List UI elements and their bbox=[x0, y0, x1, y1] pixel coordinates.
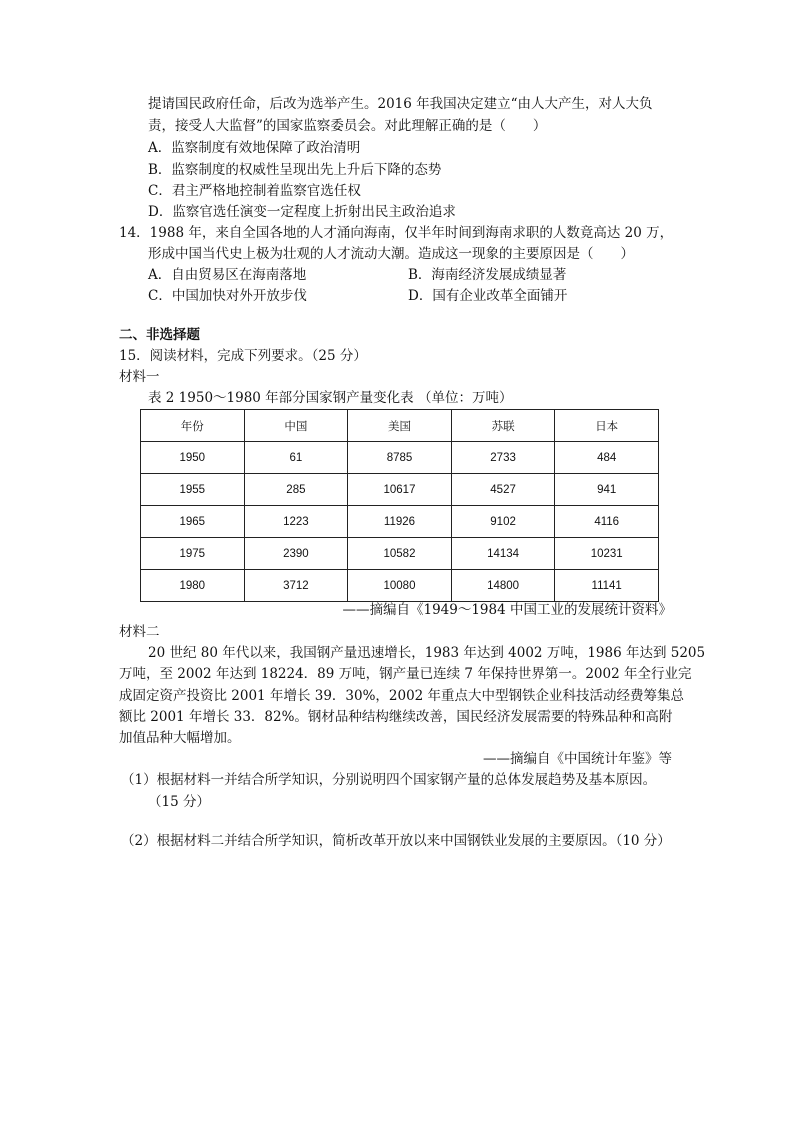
material-2-line-4: 额比 2001 年增长 33．82%。钢材品种结构继续改善，国民经济发展需要的特殊品种和高附 bbox=[119, 709, 673, 725]
header-china: 中国 bbox=[244, 410, 348, 442]
cell-china: 2390 bbox=[244, 538, 348, 570]
q13-option-a: A．监察制度有效地保障了政治清明 bbox=[148, 140, 361, 156]
sub-question-1-line-1: （1）根据材料一并结合所学知识，分别说明四个国家钢产量的总体发展趋势及基本原因。 bbox=[121, 772, 657, 788]
cell-usa: 8785 bbox=[348, 442, 452, 474]
cell-year: 1950 bbox=[141, 442, 245, 474]
sub-question-1-line-2: （15 分） bbox=[148, 794, 210, 810]
sub-question-2: （2）根据材料二并结合所学知识，简析改革开放以来中国钢铁业发展的主要原因。（10 分） bbox=[121, 833, 671, 849]
cell-usa: 10080 bbox=[348, 570, 452, 602]
steel-output-table bbox=[140, 409, 659, 602]
material-2-source: ——摘编自《中国统计年鉴》等 bbox=[483, 751, 672, 767]
section-heading: 二、非选择题 bbox=[119, 327, 200, 343]
cell-usa: 11926 bbox=[348, 506, 452, 538]
q14-stem-line-2: 形成中国当代史上极为壮观的人才流动大潮。造成这一现象的主要原因是（ ） bbox=[148, 246, 634, 262]
table-caption: 表 2 1950～1980 年部分国家钢产量变化表 （单位：万吨） bbox=[148, 390, 513, 406]
q14-stem-line-1: 14．1988 年，来自全国各地的人才涌向海南，仅半年时间到海南求职的人数竟高达 20 万， bbox=[119, 225, 674, 241]
cell-china: 61 bbox=[244, 442, 348, 474]
cell-year: 1975 bbox=[141, 538, 245, 570]
cell-japan: 10231 bbox=[555, 538, 659, 570]
cell-ussr: 14800 bbox=[451, 570, 555, 602]
table-row bbox=[141, 474, 659, 506]
q14-option-c: C．中国加快对外开放步伐 bbox=[148, 288, 307, 304]
table-row bbox=[141, 570, 659, 602]
cell-usa: 10582 bbox=[348, 538, 452, 570]
table-row bbox=[141, 538, 659, 570]
q13-option-c: C．君主严格地控制着监察官选任权 bbox=[148, 183, 361, 199]
cell-year: 1955 bbox=[141, 474, 245, 506]
material-2-line-2: 万吨，至 2002 年达到 18224．89 万吨，钢产量已连续 7 年保持世界第一。2002 年全行业完 bbox=[119, 666, 692, 682]
material-2-label: 材料二 bbox=[119, 624, 160, 640]
q13-stem-line-1: 提请国民政府任命，后改为选举产生。2016 年我国决定建立“由人大产生，对人大负 bbox=[148, 96, 653, 112]
header-usa: 美国 bbox=[348, 410, 452, 442]
table-source: ——摘编自《1949～1984 中国工业的发展统计资料》 bbox=[342, 602, 672, 618]
header-ussr: 苏联 bbox=[451, 410, 555, 442]
cell-japan: 11141 bbox=[555, 570, 659, 602]
table-row bbox=[141, 506, 659, 538]
material-2-line-5: 加值品种大幅增加。 bbox=[119, 730, 241, 746]
q14-option-d: D．国有企业改革全面铺开 bbox=[408, 288, 568, 304]
table-row bbox=[141, 442, 659, 474]
q14-option-a: A．自由贸易区在海南落地 bbox=[148, 267, 307, 283]
material-1-label: 材料一 bbox=[119, 369, 160, 385]
cell-china: 285 bbox=[244, 474, 348, 506]
cell-japan: 941 bbox=[555, 474, 659, 506]
cell-china: 1223 bbox=[244, 506, 348, 538]
header-year: 年份 bbox=[141, 410, 245, 442]
cell-china: 3712 bbox=[244, 570, 348, 602]
material-2-line-1: 20 世纪 80 年代以来，我国钢产量迅速增长，1983 年达到 4002 万吨，1986 年达到 5205 bbox=[148, 645, 706, 661]
cell-japan: 484 bbox=[555, 442, 659, 474]
cell-ussr: 2733 bbox=[451, 442, 555, 474]
cell-ussr: 4527 bbox=[451, 474, 555, 506]
q14-option-b: B．海南经济发展成绩显著 bbox=[408, 267, 567, 283]
cell-ussr: 14134 bbox=[451, 538, 555, 570]
material-2-line-3: 成固定资产投资比 2001 年增长 39．30%，2002 年重点大中型钢铁企业科技活动经费筹集总 bbox=[119, 688, 685, 704]
header-japan: 日本 bbox=[555, 410, 659, 442]
cell-year: 1980 bbox=[141, 570, 245, 602]
q13-option-b: B．监察制度的权威性呈现出先上升后下降的态势 bbox=[148, 162, 442, 178]
table-header-row bbox=[141, 410, 659, 442]
cell-ussr: 9102 bbox=[451, 506, 555, 538]
cell-year: 1965 bbox=[141, 506, 245, 538]
q13-option-d: D．监察官选任演变一定程度上折射出民主政治追求 bbox=[148, 204, 456, 220]
cell-japan: 4116 bbox=[555, 506, 659, 538]
q15-intro: 15．阅读材料，完成下列要求。（25 分） bbox=[119, 348, 367, 364]
q13-stem-line-2: 责，接受人大监督”的国家监察委员会。对此理解正确的是（ ） bbox=[148, 118, 547, 134]
cell-usa: 10617 bbox=[348, 474, 452, 506]
